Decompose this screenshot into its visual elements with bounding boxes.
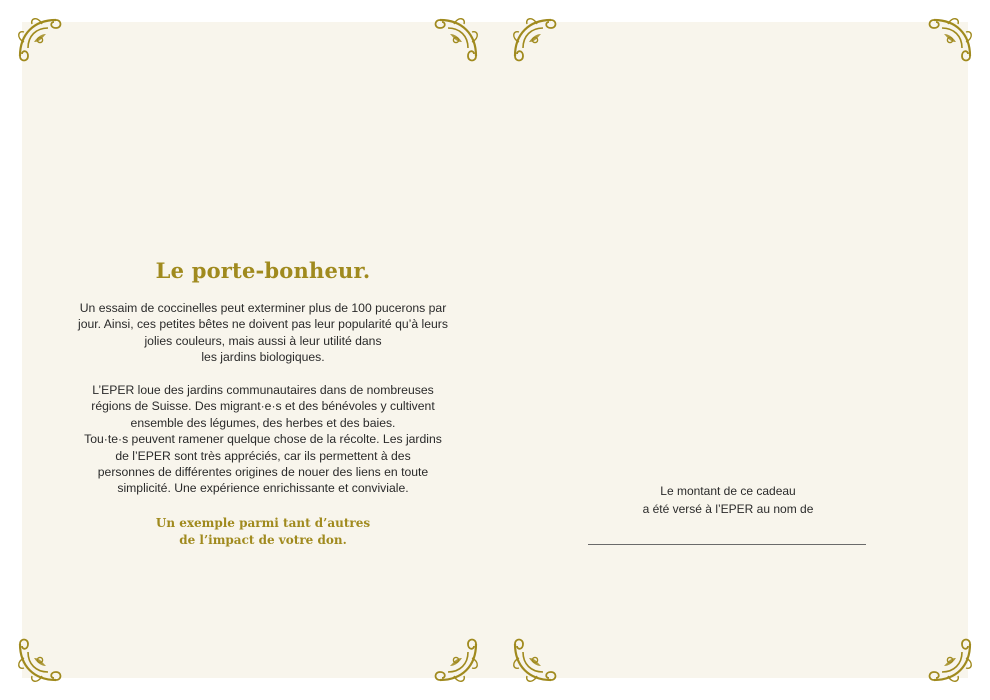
text-line: régions de Suisse. Des migrant·e·s et des bénévoles y cultivent: [91, 399, 435, 414]
text-line: a été versé à l’EPER au nom de: [642, 502, 814, 516]
text-line: ensemble des légumes, des herbes et des baies.: [130, 415, 396, 430]
corner-flourish-icon: [926, 636, 978, 688]
text-line: jolies couleurs, mais aussi à leur utilité dans: [144, 333, 382, 348]
corner-flourish-icon: [507, 12, 559, 64]
corner-flourish-icon: [432, 636, 484, 688]
text-line: L’EPER loue des jardins communautaires dans de nombreuses: [92, 383, 434, 397]
corner-flourish-icon: [507, 636, 559, 688]
text-line: Le montant de ce cadeau: [660, 484, 796, 498]
text-line: Tou·te·s peuvent ramener quelque chose de la récolte. Les jardins: [84, 432, 442, 447]
corner-flourish-icon: [926, 12, 978, 64]
name-signature-line: [588, 544, 866, 545]
corner-flourish-icon: [432, 12, 484, 64]
page-title: Le porte-bonheur.: [155, 258, 371, 283]
gift-dedication: [588, 482, 868, 518]
corner-flourish-icon: [12, 12, 64, 64]
text-line: de l’impact de votre don.: [179, 533, 347, 547]
text-line: de l’EPER sont très appréciés, car ils permettent à des: [115, 448, 411, 463]
text-line: simplicité. Une expérience enrichissante et conviviale.: [117, 481, 409, 496]
corner-flourish-icon: [12, 636, 64, 688]
text-line: Un exemple parmi tant d’autres: [155, 516, 371, 530]
body-paragraph: [78, 382, 448, 497]
text-line: les jardins biologiques.: [201, 350, 325, 365]
intro-paragraph: [78, 300, 448, 366]
text-line: personnes de différentes origines de nouer des liens en toute: [97, 465, 429, 480]
text-line: Un essaim de coccinelles peut exterminer plus de 100 pucerons par: [79, 301, 447, 315]
closing-statement: [88, 515, 438, 549]
text-line: jour. Ainsi, ces petites bêtes ne doivent pas leur popularité qu’à leurs: [78, 317, 448, 332]
